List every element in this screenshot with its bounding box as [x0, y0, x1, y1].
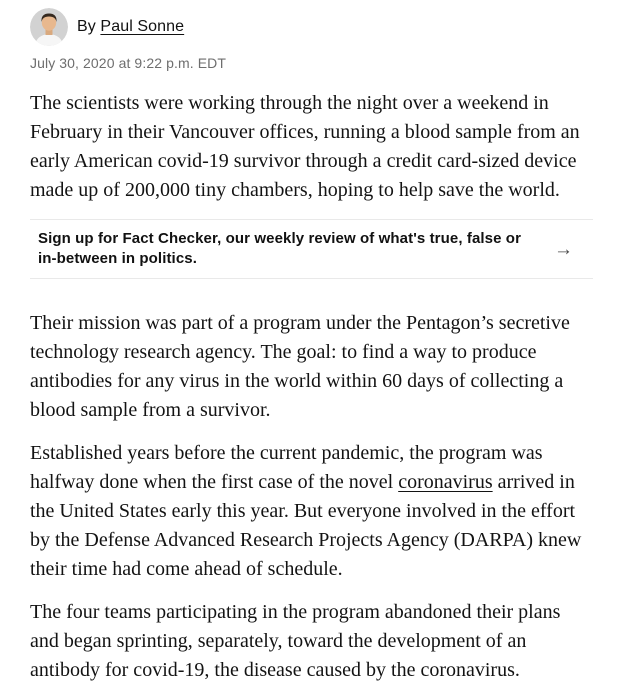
paragraph-4-text: The four teams participating in the program abandoned their plans and began sprinting, separately, toward the development of an antibody for covid-19, the disease caused by the coronavirus. [30, 601, 561, 681]
paragraph-3-text-after: arrived in the United States early this year. But everyone involved in the effort by the Defense Advanced Research Projects Agency (DARPA) knew their time had come ahead of schedule. [30, 471, 582, 580]
newsletter-signup-banner[interactable] [30, 219, 593, 279]
byline-by-label: By [77, 18, 96, 35]
paragraph-1-text: The scientists were working through the night over a weekend in February in their Vancouver offices, running a blood sample from an early American covid-19 survivor through a credit card-sized device made up of 200,000 tiny chambers, hoping to help save the world. [30, 92, 580, 201]
byline-text [77, 18, 184, 36]
article-paragraph-2 [30, 309, 593, 425]
author-avatar[interactable] [30, 8, 68, 46]
author-photo-icon [30, 8, 68, 46]
paragraph-3-text-before: Established years before the current pandemic, the program was halfway done when the first case of the novel [30, 442, 543, 493]
byline [30, 8, 593, 46]
article-paragraph-3 [30, 439, 593, 584]
article-paragraph-1 [30, 89, 593, 205]
arrow-right-icon[interactable]: → [554, 238, 573, 260]
article-paragraph-4 [30, 598, 593, 685]
newsletter-message: Sign up for Fact Checker, our weekly review of what's true, false or in-between in politics. [38, 230, 522, 267]
author-link[interactable]: Paul Sonne [100, 18, 185, 35]
paragraph-2-text: Their mission was part of a program under the Pentagon’s secretive technology research agency. The goal: to find a way to produce antibodies for any virus in the world within 60 days of collecting a blood sample from a survivor. [30, 312, 570, 421]
publish-date: July 30, 2020 at 9:22 p.m. EDT [30, 55, 226, 71]
coronavirus-link[interactable]: coronavirus [398, 471, 493, 493]
